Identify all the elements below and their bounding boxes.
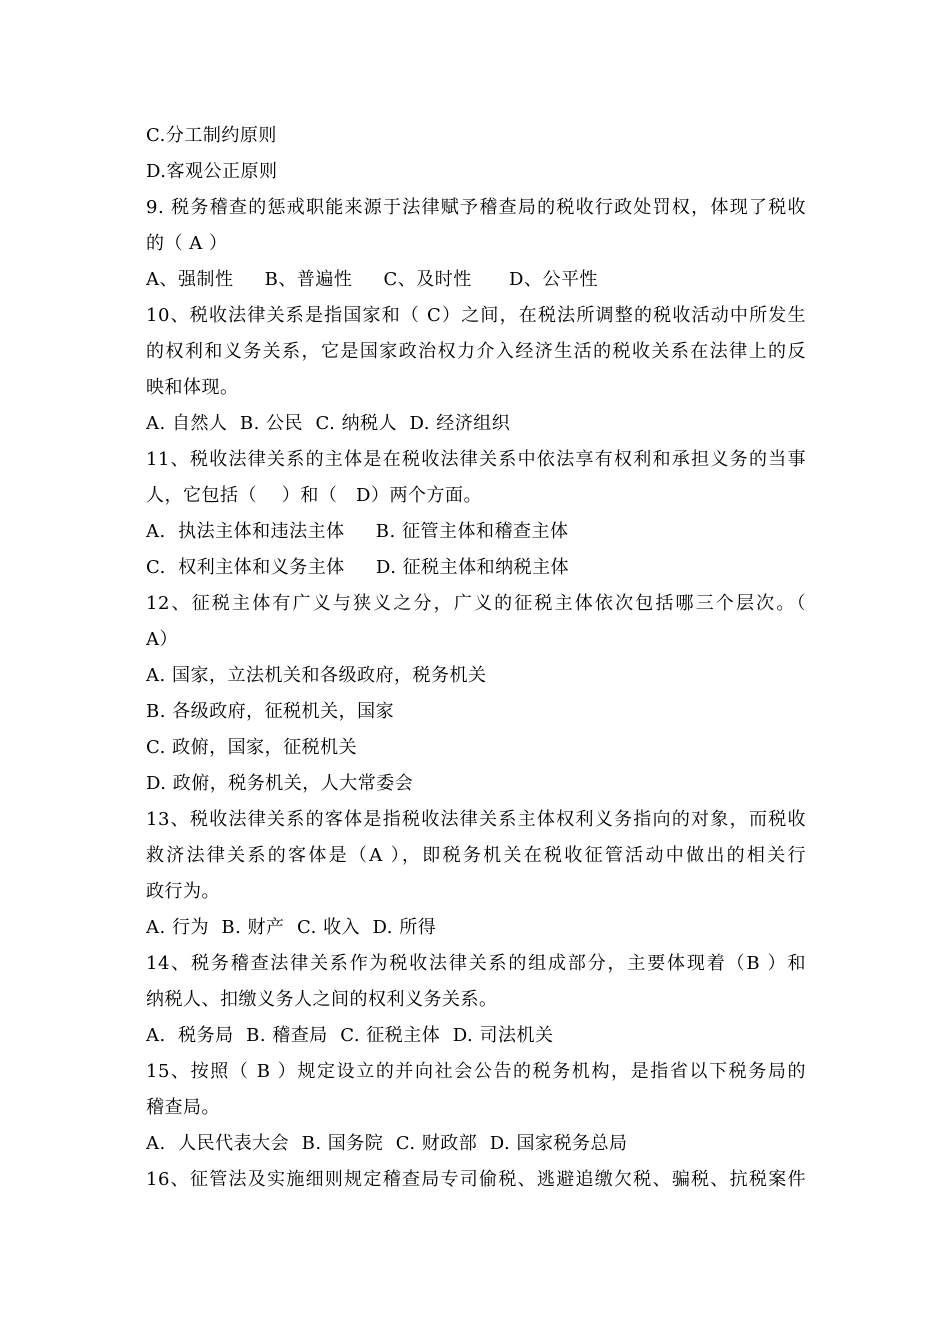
text-line: 的（ A ）: [146, 233, 228, 254]
text-line: A. 人民代表大会 B. 国务院 C. 财政部 D. 国家税务总局: [146, 1133, 628, 1154]
text-line: 16、征管法及实施细则规定稽查局专司偷税、逃避追缴欠税、骗税、抗税案件: [146, 1169, 806, 1190]
text-line: D. 政俯，税务机关，人大常委会: [146, 773, 414, 794]
text-line: A、强制性 B、普遍性 C、及时性 D、公平性: [146, 269, 598, 290]
text-line: 9. 税务稽查的惩戒职能来源于法律赋予稽查局的税收行政处罚权，体现了税收: [146, 197, 806, 218]
text-line: C. 政俯，国家，征税机关: [146, 737, 358, 758]
text-line: 15、按照（ B ）规定设立的并向社会公告的税务机构，是指省以下税务局的: [146, 1061, 806, 1082]
text-line: 12、征税主体有广义与狭义之分，广义的征税主体依次包括哪三个层次。（: [146, 593, 806, 614]
text-line: 映和体现。: [146, 377, 239, 398]
text-line: 政行为。: [146, 881, 220, 902]
text-line: 14、税务稽查法律关系作为税收法律关系的组成部分，主要体现着（B ）和: [146, 953, 806, 974]
text-line: B. 各级政府，征税机关，国家: [146, 701, 395, 722]
text-line: 救济法律关系的客体是（A ），即税务机关在税收征管活动中做出的相关行: [146, 845, 806, 866]
text-line: A）: [146, 629, 178, 650]
text-line: 人，它包括（ ）和（ D）两个方面。: [146, 485, 482, 506]
document-body: [146, 118, 806, 1198]
text-line: A. 执法主体和违法主体 B. 征管主体和稽查主体: [146, 521, 569, 542]
text-line: 13、税收法律关系的客体是指税收法律关系主体权利义务指向的对象，而税收: [146, 809, 806, 830]
text-line: 10、税收法律关系是指国家和（ C）之间，在税法所调整的税收活动中所发生: [146, 305, 806, 326]
text-line: 11、税收法律关系的主体是在税收法律关系中依法享有权利和承担义务的当事: [146, 449, 806, 470]
text-line: 的权利和义务关系，它是国家政治权力介入经济生活的税收关系在法律上的反: [146, 341, 806, 362]
text-line: A. 税务局 B. 稽查局 C. 征税主体 D. 司法机关: [146, 1025, 554, 1046]
text-line: 纳税人、扣缴义务人之间的权利义务关系。: [146, 989, 498, 1010]
text-line: D.客观公正原则: [146, 161, 278, 182]
text-line: 稽查局。: [146, 1097, 220, 1118]
text-line: C.分工制约原则: [146, 125, 277, 146]
text-line: A. 行为 B. 财产 C. 收入 D. 所得: [146, 917, 437, 938]
text-line: A. 国家，立法机关和各级政府，税务机关: [146, 665, 487, 686]
text-line: C. 权利主体和义务主体 D. 征税主体和纳税主体: [146, 557, 570, 578]
text-line: A. 自然人 B. 公民 C. 纳税人 D. 经济组织: [146, 413, 511, 434]
